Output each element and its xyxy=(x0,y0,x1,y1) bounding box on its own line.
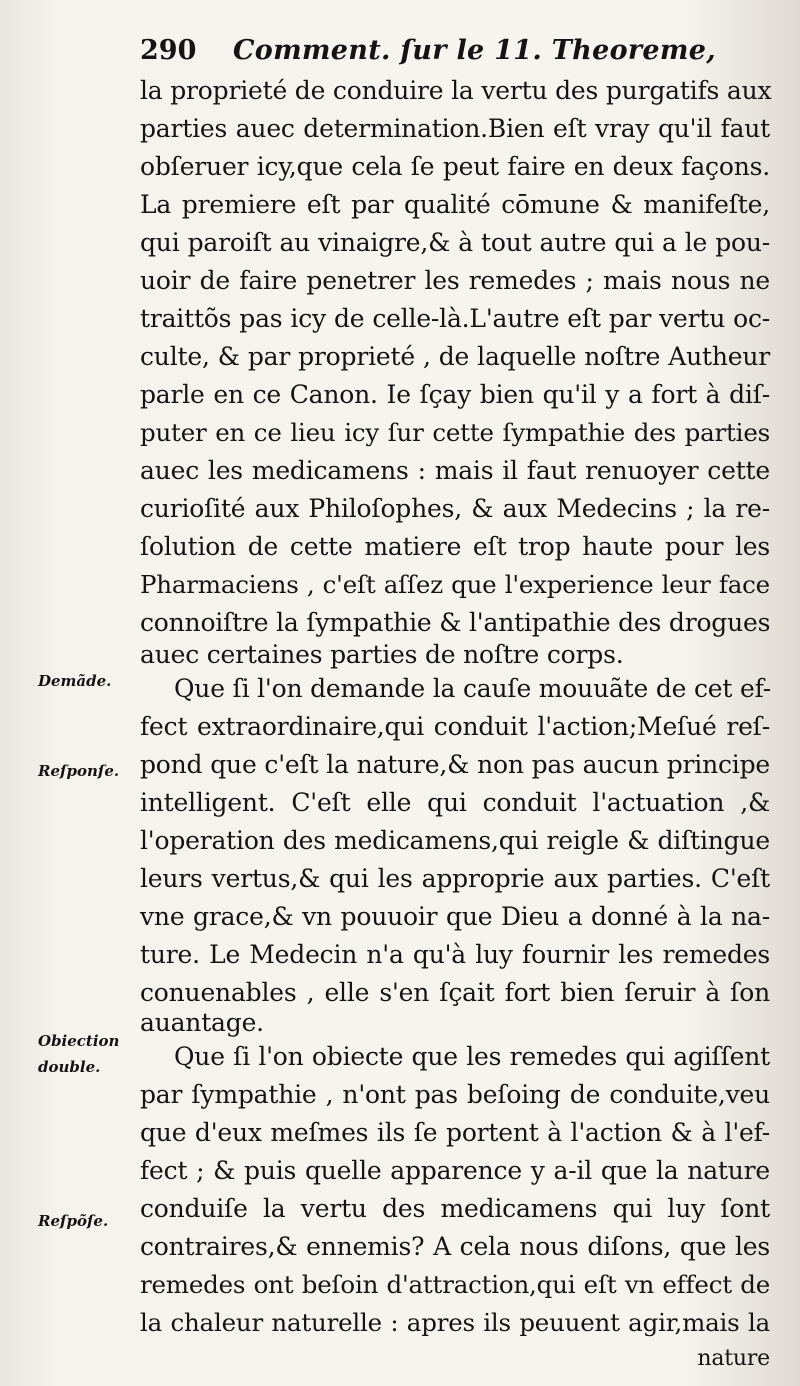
text-line: la chaleur naturelle : apres ils peuuent agir,mais la xyxy=(140,1308,770,1337)
running-title: Comment. ſur le 11. Theoreme, xyxy=(232,35,716,66)
text-line: vne grace,& vn pouuoir que Dieu a donné à la na- xyxy=(140,902,770,931)
page-number: 290 xyxy=(140,35,197,66)
text-line: uoir de faire penetrer les remedes ; mais nous ne xyxy=(140,266,770,295)
text-line: par ſympathie , n'ont pas beſoing de conduite,veu xyxy=(140,1080,770,1109)
text-line: contraires,& ennemis? A cela nous diſons, que les xyxy=(140,1232,770,1261)
text-line: l'operation des medicamens,qui reigle & diſtingue xyxy=(140,826,770,855)
text-line: Que ſi l'on demande la cauſe mouuãte de cet ef- xyxy=(174,674,771,703)
text-line: qui paroiſt au vinaigre,& à tout autre qui a le pou- xyxy=(140,228,770,257)
text-line: auec certaines parties de noſtre corps. xyxy=(140,640,624,669)
text-line: Que ſi l'on obiecte que les remedes qui agiſſent xyxy=(174,1042,770,1071)
text-line: parle en ce Canon. Ie ſçay bien qu'il y a fort à diſ- xyxy=(140,380,770,409)
text-line: fect extraordinaire,qui conduit l'action;Meſué reſ- xyxy=(140,712,770,741)
margin-note-objection-double: double. xyxy=(38,1058,101,1076)
text-line: auantage. xyxy=(140,1008,264,1037)
text-line: puter en ce lieu icy ſur cette ſympathie des parties xyxy=(140,418,770,447)
text-line: ſolution de cette matiere eſt trop haute pour les xyxy=(140,532,770,561)
text-line: pond que c'eſt la nature,& non pas aucun principe xyxy=(140,750,770,779)
text-line: parties auec determination.Bien eſt vray qu'il faut xyxy=(140,114,770,143)
text-line: auec les medicamens : mais il faut renuoyer cette xyxy=(140,456,770,485)
margin-note-response: Reſponſe. xyxy=(38,762,120,780)
running-header xyxy=(140,30,780,72)
text-line: La premiere eſt par qualité cōmune & manifeſte, xyxy=(140,190,770,219)
text-line: intelligent. C'eſt elle qui conduit l'actuation ,& xyxy=(140,788,770,817)
text-line: remedes ont beſoin d'attraction,qui eſt vn effect de xyxy=(140,1270,770,1299)
text-line: connoiſtre la ſympathie & l'antipathie des drogues xyxy=(140,608,771,637)
text-line: la proprieté de conduire la vertu des purgatifs aux xyxy=(140,76,772,105)
margin-note-demande: Demãde. xyxy=(38,672,112,690)
text-line: ture. Le Medecin n'a qu'à luy fournir les remedes xyxy=(140,940,770,969)
text-line: curioſité aux Philoſophes, & aux Medecins ; la re- xyxy=(140,494,770,523)
text-line: que d'eux meſmes ils ſe portent à l'action & à l'ef- xyxy=(140,1118,770,1147)
text-line: conuenables , elle s'en ſçait fort bien ſeruir à ſon xyxy=(140,978,770,1007)
text-line: fect ; & puis quelle apparence y a-il que la nature xyxy=(140,1156,770,1185)
margin-note-responce: Reſpõſe. xyxy=(38,1212,109,1230)
text-line: traittõs pas icy de celle-là.L'autre eſt par vertu oc- xyxy=(140,304,770,333)
text-line: leurs vertus,& qui les approprie aux parties. C'eſt xyxy=(140,864,770,893)
text-line: culte, & par proprieté , de laquelle noſtre Autheur xyxy=(140,342,770,371)
text-line: obſeruer icy,que cela ſe peut faire en deux façons. xyxy=(140,152,770,181)
catchword: nature xyxy=(697,1346,770,1371)
margin-note-objection: Obiection xyxy=(38,1032,120,1050)
text-line: Pharmaciens , c'eſt aſſez que l'experience leur face xyxy=(140,570,770,599)
text-line: conduiſe la vertu des medicamens qui luy ſont xyxy=(140,1194,770,1223)
